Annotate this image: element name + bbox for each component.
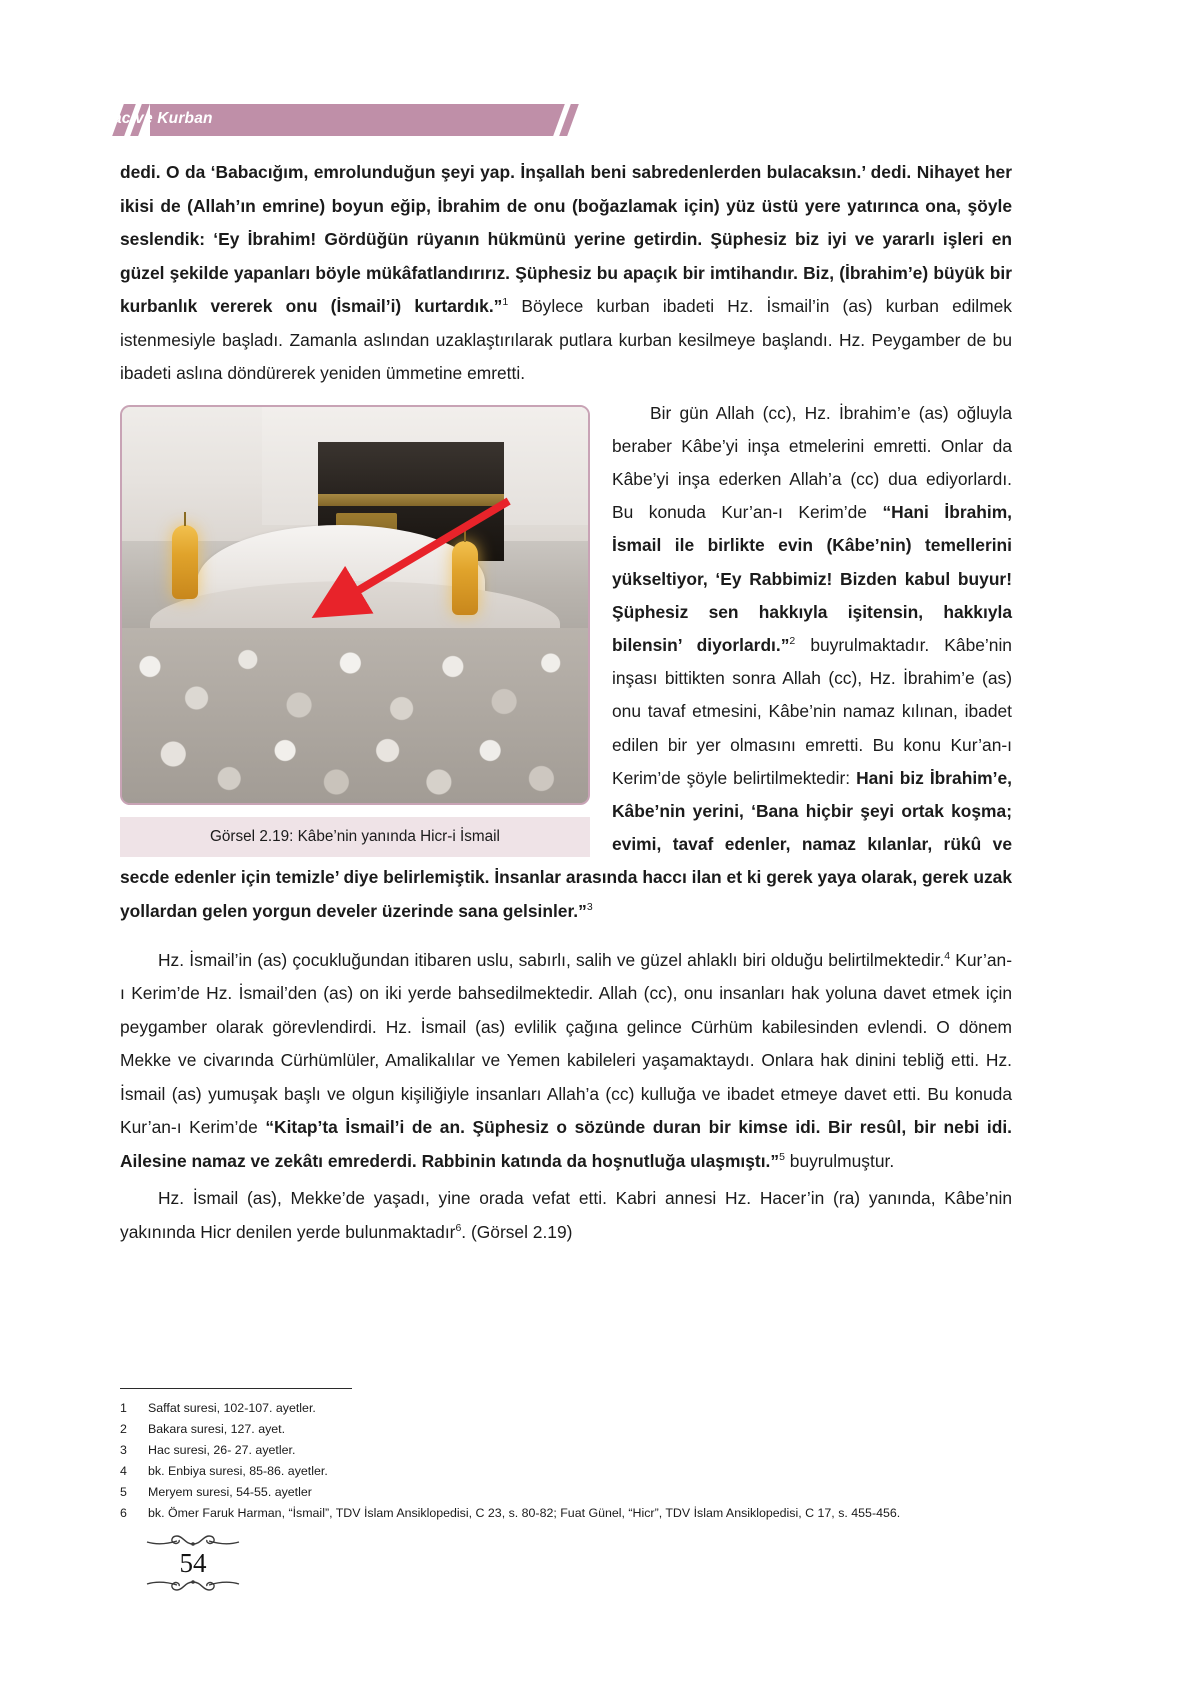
page-content — [120, 156, 1012, 1249]
running-header — [0, 104, 590, 136]
figure-caption: Görsel 2.19: Kâbe’nin yanında Hicr-i İsmail — [120, 817, 590, 857]
ornament-bottom-icon — [139, 1578, 247, 1594]
footnote-text: Hac suresi, 26- 27. ayetler. — [148, 1443, 296, 1457]
paragraph-text: buyrulmuştur. — [784, 1150, 895, 1171]
paragraph-text: Bir gün Allah (cc), Hz. İbrahim’e (as) oğluyla beraber Kâbe’yi inşa etmelerini emretti. Onlar da Kâbe’yi inşa ederken Allah’a (cc) dua ediyorlardı. Bu konuda Kur’an-ı Kerim’de — [612, 402, 1012, 523]
footnote-number: 1 — [120, 1401, 127, 1415]
image-lamp — [172, 525, 198, 599]
paragraph-quran-quote-continuation — [120, 156, 1012, 391]
header-title: 2. nite: Hac ve Kurban — [32, 110, 213, 127]
paragraph-text: Böylece kurban ibadeti Hz. İsmail’in (as) kurban edilmek istenmesiyle başladı. Zamanla aslından uzaklaştırılarak putlara kurban kesilmeye başlandı. Hz. Peygamber de bu ibadeti aslına döndürerek yeniden ümmetine emretti. — [120, 296, 1012, 383]
ornament-top-icon — [139, 1532, 247, 1548]
footnote-number: 2 — [120, 1422, 127, 1436]
footnote-text: Saffat suresi, 102-107. ayetler. — [148, 1401, 316, 1415]
paragraph-ismail-grave — [120, 1182, 1012, 1249]
paragraph-text: Kur’an-ı Kerim’de Hz. İsmail’den (as) on iki yerde bahsedilmektedir. Allah (cc), onu insanları hak yoluna davet etmek için peygamber olarak görevlendirdi. Hz. İsmail (as) evlilik çağına gelince Cürhüm kabilesinden evlendi. O dönem Mekke ve civarında Cürhümlüler, Amalikalılar ve Yemen kabileleri yaşamaktaydı. Onlara hak dinini tebliğ etti. Hz. İsmail (as) yumuşak başlı ve olgun kişiliğiyle insanları Allah’a (cc) kulluğa ve ibadet etmeye davet etti. Bu konuda Kur’an-ı Kerim’de — [120, 949, 1012, 1138]
footnote-item — [120, 1461, 1020, 1482]
quote-text: “Kitap’ta İsmail’i de an. Şüphesiz o sözünde duran bir kimse idi. Bir resûl, bir nebi idi. Ailesine namaz ve zekâtı emrederdi. Rabbinin katında da hoşnutluğa ulaşmıştı.” — [120, 1117, 1012, 1171]
footnote-text: Bakara suresi, 127. ayet. — [148, 1422, 286, 1436]
footnote-number: 6 — [120, 1506, 127, 1520]
footnote-number: 4 — [120, 1464, 127, 1478]
footnotes-section — [120, 1388, 1020, 1524]
footnote-item — [120, 1482, 1020, 1503]
paragraph-text: Hz. İsmail (as), Mekke’de yaşadı, yine orada vefat etti. Kabri annesi Hz. Hacer’in (ra) yanında, Kâbe’nin yakınında Hicr denilen yerde bulunmaktadır — [120, 1188, 1012, 1242]
footnote-ref-4[interactable]: 4 — [944, 949, 951, 962]
footnote-separator-rule — [120, 1388, 352, 1389]
footnote-ref-2[interactable]: 2 — [789, 635, 796, 648]
figure-and-text-block — [120, 397, 1012, 928]
page-number-block — [118, 1532, 268, 1594]
footnote-text: bk. Ömer Faruk Harman, “İsmail”, TDV İslam Ansiklopedisi, C 23, s. 80-82; Fuat Günel, “Hicr”, TDV İslam Ansiklopedisi, C 17, s. 455-456. — [148, 1506, 901, 1520]
paragraph-text: Hz. İsmail’in (as) çocukluğundan itibaren uslu, sabırlı, salih ve güzel ahlaklı biri olduğu belirtilmektedir. — [158, 949, 945, 970]
footnote-ref-5[interactable]: 5 — [779, 1150, 785, 1163]
footnote-ref-3[interactable]: 3 — [586, 900, 593, 913]
footnote-ref-1[interactable]: 1 — [502, 296, 509, 309]
footnote-item — [120, 1419, 1020, 1440]
paragraph-text: . (Görsel 2.19) — [461, 1221, 573, 1242]
footnote-number: 5 — [120, 1485, 127, 1499]
footnote-text: Meryem suresi, 54-55. ayetler — [148, 1485, 312, 1499]
figure-gorsel-2-19 — [120, 405, 590, 857]
footnote-number: 3 — [120, 1443, 127, 1457]
paragraph-text: buyrulmaktadır. Kâbe’nin inşası bittikten sonra Allah (cc), Hz. İbrahim’e (as) onu tavaf etmesini, Kâbe’nin namaz kılınan, ibadet edilen bir yer olmasını emretti. Bu konu Kur’an-ı Kerim’de şöyle belirtilmektedir: — [612, 634, 1012, 788]
footnote-item — [120, 1398, 1020, 1419]
quote-text: “Hani İbrahim, İsmail ile birlikte evin (Kâbe’nin) temellerini yükseltiyor, ‘Ey Rabbimiz! Bizden kabul buyur! Şüphesiz sen hakkıyla işitensin, hakkıyla bilensin’ diyorlardı.” — [612, 502, 1013, 655]
paragraph-ismail-life — [120, 944, 1012, 1179]
image-lamp — [452, 541, 478, 615]
quote-text: dedi. O da ‘Babacığım, emrolunduğun şeyi yap. İnşallah beni sabredenlerden bulacaksın.’ dedi. Nihayet her ikisi de (Allah’ın emrine) boyun eğip, İbrahim de onu (boğazlamak için) yüz üstü yere yatırınca ona, şöyle seslendik: ‘Ey İbrahim! Gördüğün rüyanın hükmünü yerine getirdin. Şüphesiz biz iyi ve yararlı işleri en güzel şekilde yapanları böyle mükâfatlandırırız. Şüphesiz bu apaçık bir imtihandır. Biz, (İbrahim’e) büyük bir kurbanlık vererek onu (İsmail’i) kurtardık.” — [120, 162, 1012, 316]
footnote-text: bk. Enbiya suresi, 85-86. ayetler. — [148, 1464, 328, 1478]
image-pilgrim-crowd — [122, 628, 588, 802]
quote-text: Hani biz İbrahim’e, Kâbe’nin yerini, ‘Bana hiçbir şeyi ortak koşma; evimi, tavaf edenler, namaz kılanlar, rükû ve secde edenler için temizle’ diye belirlemiştik. İnsanlar arasında haccı ilan et ki gerek yaya olarak, gerek uzak yollardan gelen yorgun develer üzerinde sana gelsinler.” — [120, 767, 1012, 921]
page-number: 54 — [179, 1548, 207, 1578]
footnote-ref-6[interactable]: 6 — [455, 1221, 462, 1234]
image-kiswa-band — [318, 494, 504, 507]
footnote-item — [120, 1440, 1020, 1461]
footnote-item — [120, 1503, 1020, 1524]
figure-image — [120, 405, 590, 805]
